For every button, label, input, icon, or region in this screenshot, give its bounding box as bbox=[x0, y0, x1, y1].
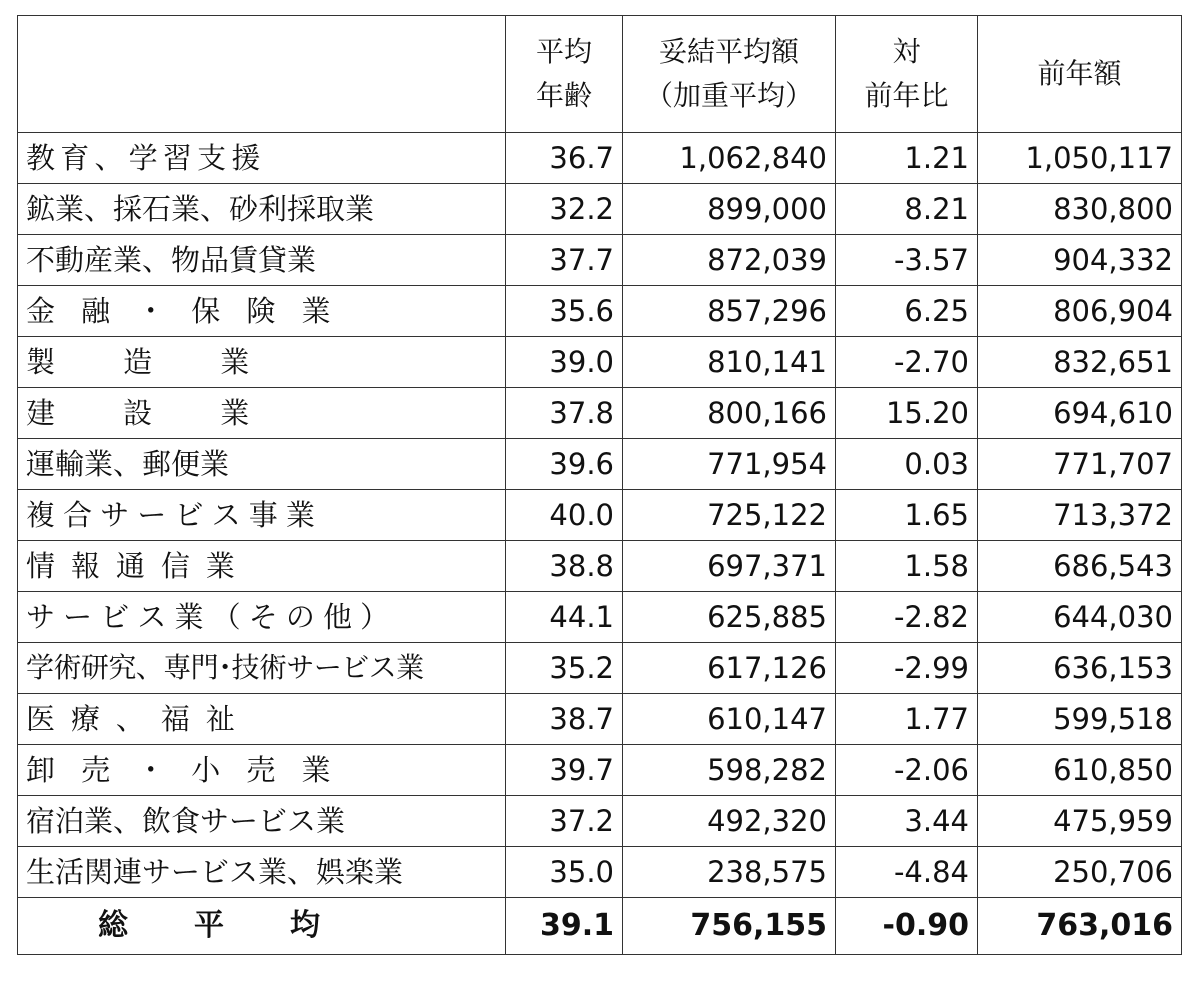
previous-amount: 832,651 bbox=[978, 337, 1182, 388]
yoy-ratio: -2.82 bbox=[836, 592, 978, 643]
table-row bbox=[18, 796, 1182, 847]
industry-name: 金融・保険業 bbox=[18, 286, 506, 337]
previous-amount: 771,707 bbox=[978, 439, 1182, 490]
table-row bbox=[18, 490, 1182, 541]
header-settled-amount-line1: 妥結平均額 bbox=[658, 35, 799, 68]
settled-amount: 697,371 bbox=[623, 541, 836, 592]
average-age: 39.6 bbox=[506, 439, 623, 490]
industry-name: 宿泊業、飲食サービス業 bbox=[18, 796, 506, 847]
yoy-ratio: 15.20 bbox=[836, 388, 978, 439]
settled-amount: 492,320 bbox=[623, 796, 836, 847]
yoy-ratio: -2.99 bbox=[836, 643, 978, 694]
table-row bbox=[18, 745, 1182, 796]
header-industry bbox=[18, 16, 506, 133]
total-settled-amount: 756,155 bbox=[623, 898, 836, 955]
settled-amount: 810,141 bbox=[623, 337, 836, 388]
settled-amount: 238,575 bbox=[623, 847, 836, 898]
header-yoy-ratio-line1: 対 bbox=[892, 35, 921, 68]
settled-amount: 725,122 bbox=[623, 490, 836, 541]
previous-amount: 713,372 bbox=[978, 490, 1182, 541]
wage-table bbox=[17, 15, 1182, 955]
table-row bbox=[18, 184, 1182, 235]
settled-amount: 598,282 bbox=[623, 745, 836, 796]
average-age: 39.7 bbox=[506, 745, 623, 796]
previous-amount: 830,800 bbox=[978, 184, 1182, 235]
average-age: 32.2 bbox=[506, 184, 623, 235]
table-row bbox=[18, 133, 1182, 184]
industry-name: 製造業 bbox=[18, 337, 506, 388]
average-age: 36.7 bbox=[506, 133, 623, 184]
previous-amount: 904,332 bbox=[978, 235, 1182, 286]
industry-name: 鉱業、採石業、砂利採取業 bbox=[18, 184, 506, 235]
yoy-ratio: 1.65 bbox=[836, 490, 978, 541]
table-row bbox=[18, 235, 1182, 286]
average-age: 37.8 bbox=[506, 388, 623, 439]
settled-amount: 610,147 bbox=[623, 694, 836, 745]
industry-name: 教育、学習支援 bbox=[18, 133, 506, 184]
yoy-ratio: 1.77 bbox=[836, 694, 978, 745]
yoy-ratio: -2.70 bbox=[836, 337, 978, 388]
previous-amount: 686,543 bbox=[978, 541, 1182, 592]
previous-amount: 610,850 bbox=[978, 745, 1182, 796]
table-row bbox=[18, 541, 1182, 592]
header-settled-amount-line2: （加重平均） bbox=[644, 79, 813, 112]
total-yoy-ratio: -0.90 bbox=[836, 898, 978, 955]
industry-name: 医療、福祉 bbox=[18, 694, 506, 745]
header-settled-amount bbox=[623, 16, 836, 133]
settled-amount: 800,166 bbox=[623, 388, 836, 439]
previous-amount: 644,030 bbox=[978, 592, 1182, 643]
header-average-age bbox=[506, 16, 623, 133]
header-yoy-ratio-line2: 前年比 bbox=[864, 79, 949, 112]
previous-amount: 806,904 bbox=[978, 286, 1182, 337]
table-row bbox=[18, 337, 1182, 388]
industry-name: 生活関連サービス業、娯楽業 bbox=[18, 847, 506, 898]
average-age: 35.0 bbox=[506, 847, 623, 898]
average-age: 35.6 bbox=[506, 286, 623, 337]
industry-name: 学術研究、専門･技術サービス業 bbox=[18, 643, 506, 694]
industry-name: 卸売・小売業 bbox=[18, 745, 506, 796]
header-average-age-line2: 年齢 bbox=[535, 79, 592, 112]
yoy-ratio: 0.03 bbox=[836, 439, 978, 490]
table-row bbox=[18, 439, 1182, 490]
average-age: 37.2 bbox=[506, 796, 623, 847]
industry-name: サービス業（その他） bbox=[18, 592, 506, 643]
yoy-ratio: -3.57 bbox=[836, 235, 978, 286]
yoy-ratio: 1.58 bbox=[836, 541, 978, 592]
yoy-ratio: 3.44 bbox=[836, 796, 978, 847]
settled-amount: 771,954 bbox=[623, 439, 836, 490]
table-row bbox=[18, 592, 1182, 643]
yoy-ratio: 8.21 bbox=[836, 184, 978, 235]
previous-amount: 250,706 bbox=[978, 847, 1182, 898]
average-age: 39.0 bbox=[506, 337, 623, 388]
average-age: 35.2 bbox=[506, 643, 623, 694]
previous-amount: 475,959 bbox=[978, 796, 1182, 847]
total-label: 総平均 bbox=[18, 898, 506, 955]
table-row bbox=[18, 847, 1182, 898]
table-row bbox=[18, 286, 1182, 337]
industry-name: 複合サービス事業 bbox=[18, 490, 506, 541]
table-row bbox=[18, 388, 1182, 439]
industry-name: 運輸業、郵便業 bbox=[18, 439, 506, 490]
yoy-ratio: -4.84 bbox=[836, 847, 978, 898]
header-yoy-ratio bbox=[836, 16, 978, 133]
yoy-ratio: -2.06 bbox=[836, 745, 978, 796]
average-age: 38.7 bbox=[506, 694, 623, 745]
settled-amount: 1,062,840 bbox=[623, 133, 836, 184]
average-age: 44.1 bbox=[506, 592, 623, 643]
previous-amount: 636,153 bbox=[978, 643, 1182, 694]
average-age: 38.8 bbox=[506, 541, 623, 592]
settled-amount: 857,296 bbox=[623, 286, 836, 337]
previous-amount: 694,610 bbox=[978, 388, 1182, 439]
settled-amount: 899,000 bbox=[623, 184, 836, 235]
yoy-ratio: 6.25 bbox=[836, 286, 978, 337]
total-row bbox=[18, 898, 1182, 955]
settled-amount: 872,039 bbox=[623, 235, 836, 286]
header-average-age-line1: 平均 bbox=[535, 35, 592, 68]
industry-name: 建設業 bbox=[18, 388, 506, 439]
header-previous-amount: 前年額 bbox=[978, 16, 1182, 133]
previous-amount: 599,518 bbox=[978, 694, 1182, 745]
yoy-ratio: 1.21 bbox=[836, 133, 978, 184]
industry-name: 不動産業、物品賃貸業 bbox=[18, 235, 506, 286]
settled-amount: 617,126 bbox=[623, 643, 836, 694]
header-row bbox=[18, 16, 1182, 133]
total-previous-amount: 763,016 bbox=[978, 898, 1182, 955]
table-row bbox=[18, 643, 1182, 694]
table-row bbox=[18, 694, 1182, 745]
average-age: 37.7 bbox=[506, 235, 623, 286]
industry-name: 情報通信業 bbox=[18, 541, 506, 592]
previous-amount: 1,050,117 bbox=[978, 133, 1182, 184]
average-age: 40.0 bbox=[506, 490, 623, 541]
settled-amount: 625,885 bbox=[623, 592, 836, 643]
total-average-age: 39.1 bbox=[506, 898, 623, 955]
